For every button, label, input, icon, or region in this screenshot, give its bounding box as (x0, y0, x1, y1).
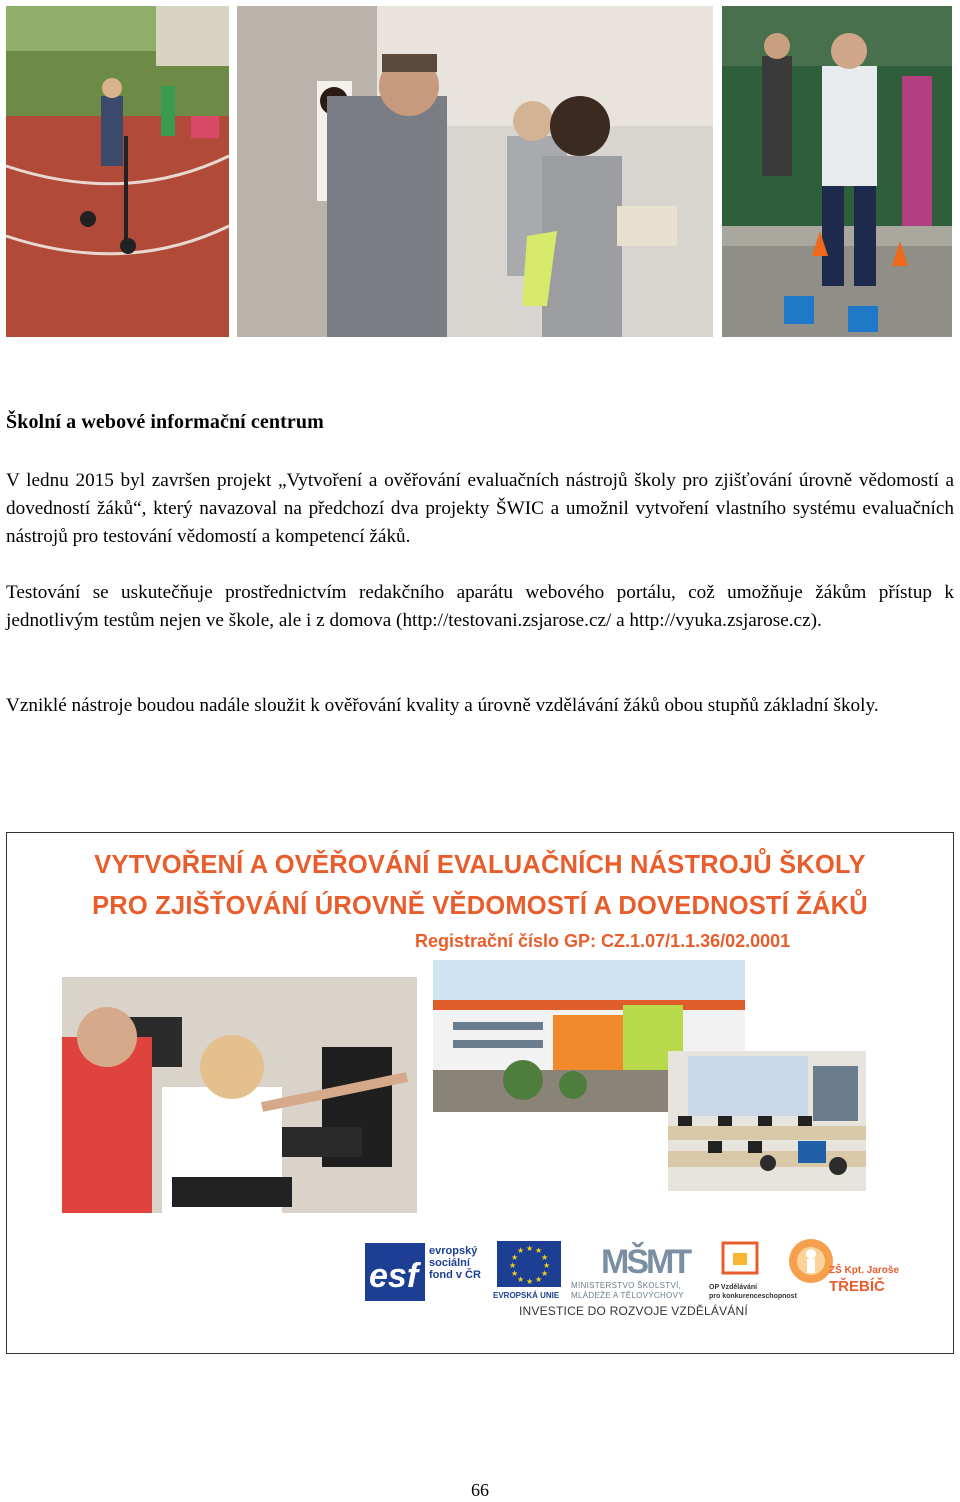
svg-text:★: ★ (511, 1253, 519, 1262)
svg-text:★: ★ (511, 1269, 519, 1278)
section-heading: Školní a webové informační centrum (6, 411, 324, 433)
svg-text:★: ★ (543, 1261, 551, 1270)
esf-line: fond v ČR (429, 1269, 481, 1281)
photo-scooter-race (6, 6, 229, 337)
poster-title-line: VYTVOŘENÍ A OVĚŘOVÁNÍ EVALUAČNÍCH NÁSTROJŮ ŠKOLY (94, 851, 866, 879)
svg-text:★: ★ (509, 1261, 517, 1270)
op-vzdelavani-logo (709, 1237, 797, 1305)
svg-text:esf: esf (369, 1257, 419, 1295)
paragraph: V lednu 2015 byl završen projekt „Vytvoření a ověřování evaluačních nástrojů školy pro zjišťování úrovně vědomostí a dovedností žáků“, který navazoval na předchozí dva projekty ŠWIC a umožnil vytvoření vlastního systému evaluačních nástrojů pro testování vědomostí a kompetencí žáků. (6, 470, 954, 547)
school-line: TŘEBÍČ (829, 1278, 885, 1295)
svg-text:★: ★ (526, 1277, 534, 1286)
sponsor-logos (357, 1231, 900, 1331)
svg-text:★: ★ (517, 1246, 525, 1255)
school-logo (787, 1233, 900, 1305)
poster-title-line: PRO ZJIŠŤOVÁNÍ ÚROVNĚ VĚDOMOSTÍ A DOVEDNOSTÍ ŽÁKŮ (92, 892, 868, 920)
svg-text:MŠMT: MŠMT (601, 1243, 690, 1281)
esf-logo (365, 1243, 480, 1301)
photo-computer-lab-kids (62, 977, 417, 1213)
photo-stilts-walking (722, 6, 952, 337)
esf-line: sociální (429, 1257, 470, 1269)
photo-award-ceremony (237, 6, 713, 337)
svg-text:★: ★ (526, 1244, 534, 1253)
eu-logo (493, 1241, 565, 1305)
page-number: 66 (471, 1480, 489, 1500)
poster-registration: Registrační číslo GP: CZ.1.07/1.1.36/02.0001 (415, 931, 791, 951)
svg-text:★: ★ (517, 1275, 525, 1284)
svg-text:★: ★ (535, 1246, 543, 1255)
school-line: ZŠ Kpt. Jaroše (829, 1265, 900, 1276)
msmt-line: MINISTERSTVO ŠKOLSTVÍ, (571, 1281, 682, 1290)
paragraph: Vzniklé nástroje boudou nadále sloužit k ověřování kvality a úrovně vzdělávání žáků obou stupňů základní školy. (6, 695, 879, 716)
eu-label: EVROPSKÁ UNIE (493, 1291, 560, 1300)
esf-line: evropský (429, 1245, 478, 1257)
paragraph: Testování se uskutečňuje prostřednictvím redakčního aparátu webového portálu, což umožňuje žákům přístup k jednotlivým testům nejen ve škole, ale i z domova (http://testovani.zsjarose.cz/ a http://vyuka.zsjarose.cz). (6, 582, 954, 631)
svg-text:★: ★ (541, 1269, 549, 1278)
msmt-line: MLÁDEŽE A TĚLOVÝCHOVY (571, 1291, 684, 1300)
svg-text:★: ★ (535, 1275, 543, 1284)
project-poster (6, 832, 954, 1354)
op-line: pro konkurenceschopnost (709, 1293, 797, 1300)
photo-classroom (668, 1051, 866, 1191)
msmt-logo (571, 1241, 701, 1305)
op-line: OP Vzdělávání (709, 1284, 758, 1291)
investment-slogan: INVESTICE DO ROZVOJE VZDĚLÁVÁNÍ (519, 1304, 748, 1318)
svg-text:★: ★ (541, 1253, 549, 1262)
